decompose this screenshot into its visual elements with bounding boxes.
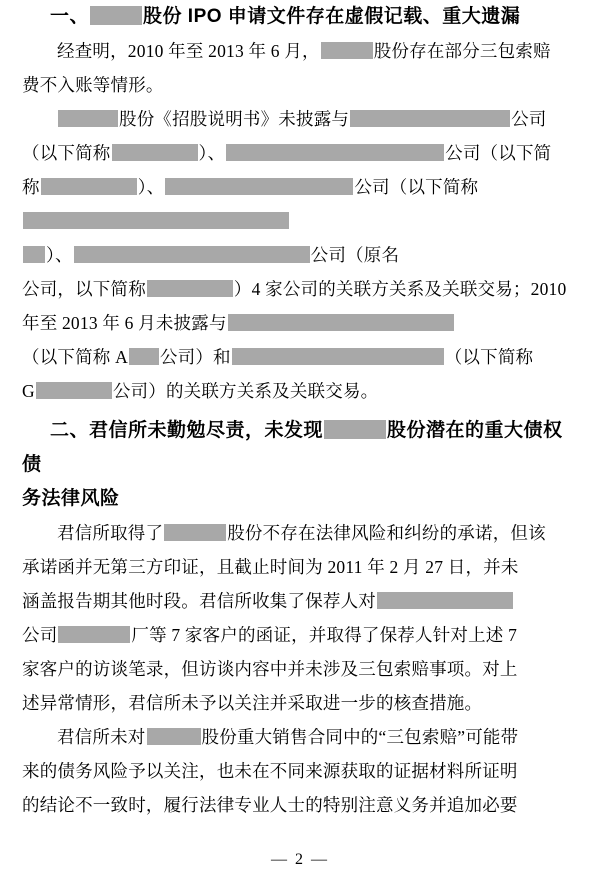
text-run: ）4 家公司的关联方关系及关联交易；2010 (233, 279, 567, 299)
text-run: 公司（以下简称 (354, 177, 479, 197)
redaction-block (58, 110, 118, 127)
section-2-heading-prefix: 二、 (50, 420, 90, 441)
paragraph-2-line-8 (22, 340, 578, 374)
paragraph-3-line-3 (22, 584, 578, 618)
redaction-block (112, 144, 198, 161)
redaction-block (58, 626, 130, 643)
text-run: 的结论不一致时，履行法律专业人士的特别注意义务并追加必要 (22, 795, 518, 815)
text-run: 股份不存在法律风险和纠纷的承诺，但该 (227, 523, 546, 543)
redaction-block (23, 246, 45, 263)
text-run: 厂等 7 家客户的函证，并取得了保荐人针对上述 7 (131, 625, 518, 645)
text-run: 公司）的关联方关系及关联交易。 (112, 381, 379, 401)
redaction-block (147, 280, 233, 297)
section-2-heading-text-2: 股份潜在的重大债权债 (22, 420, 563, 475)
text-run: 家客户的访谈笔录，但访谈内容中并未涉及三包索赔事项。对上 (22, 659, 518, 679)
text-run: G (22, 381, 35, 401)
paragraph-2-line-9 (22, 374, 578, 408)
redaction-block (147, 728, 201, 745)
section-2-heading-line-1 (22, 414, 578, 482)
redaction-block (377, 592, 513, 609)
redaction-block (74, 246, 310, 263)
text-run: 公司 (511, 109, 547, 129)
paragraph-3-line-4 (22, 618, 578, 652)
text-run: 股份《招股说明书》未披露与 (119, 109, 350, 129)
text-run: 称 (22, 177, 40, 197)
text-run: 公司，以下简称 (22, 279, 146, 299)
redaction-block (321, 42, 373, 59)
paragraph-4-line-2 (22, 754, 578, 788)
text-run: 涵盖报告期其他时段。君信所收集了保荐人对 (22, 591, 376, 611)
text-run: 来的债务风险予以关注，也未在不同来源获取的证据材料所证明 (22, 761, 518, 781)
text-run: 公司）和 (159, 347, 231, 367)
text-run: ）、 (137, 177, 165, 197)
paragraph-2-line-7 (22, 306, 578, 340)
text-run: 承诺函并无第三方印证，且截止时间为 2011 年 2 月 27 日，并未 (22, 557, 519, 577)
section-1-heading-rest: 股份 IPO 申请文件存在虚假记载、重大遗漏 (143, 6, 521, 27)
text-run: 股份重大销售合同中的“三包索赔”可能带 (201, 727, 519, 747)
paragraph-4-line-1 (22, 720, 578, 754)
redaction-block (36, 382, 112, 399)
text-run: 经查明，2010 年至 2013 年 6 月， (57, 41, 320, 61)
text-run: ）、 (46, 245, 73, 265)
text-run: 费不入账等情形。 (22, 75, 164, 95)
paragraph-4-line-3 (22, 788, 578, 822)
redaction-block (165, 178, 353, 195)
text-run: 君信所取得了 (57, 523, 164, 543)
text-run: 述异常情形，君信所未予以关注并采取进一步的核查措施。 (22, 693, 483, 713)
paragraph-3-line-6 (22, 686, 578, 720)
paragraph-2-line-3 (22, 170, 578, 204)
paragraph-2-line-1 (22, 102, 578, 136)
text-run: 公司 (22, 625, 58, 645)
paragraph-2-line-2 (22, 136, 578, 170)
text-run: 年至 2013 年 6 月未披露与 (22, 313, 227, 333)
section-1-heading-prefix: 一、 (50, 6, 90, 27)
paragraph-1-line-1 (22, 34, 578, 68)
paragraph-2-line-4 (22, 204, 578, 238)
paragraph-3-line-2 (22, 550, 578, 584)
section-1-heading (22, 0, 578, 34)
paragraph-1-line-2 (22, 68, 578, 102)
redaction-block (232, 348, 444, 365)
redaction-block (41, 178, 137, 195)
paragraph-2-line-6 (22, 272, 578, 306)
section-2-heading-line-2 (22, 482, 578, 516)
text-run: 公司（以下简 (445, 143, 552, 163)
page-number: — 2 — (271, 851, 329, 868)
text-run: （以下简称 (444, 347, 534, 367)
section-2-heading-text-3: 务法律风险 (22, 488, 120, 509)
text-run: （以下简称 A (22, 347, 128, 367)
redaction-block (90, 6, 142, 25)
paragraph-2-line-5 (22, 238, 578, 272)
text-run: ）、 (198, 143, 226, 163)
section-2-heading-text-1: 君信所未勤勉尽责，未发现 (89, 420, 324, 441)
text-run: 股份存在部分三包索赔 (373, 41, 551, 61)
paragraph-3-line-1 (22, 516, 578, 550)
text-run: （以下简称 (22, 143, 111, 163)
redaction-block (129, 348, 159, 365)
redaction-block (23, 212, 289, 229)
redaction-block (226, 144, 444, 161)
redaction-block (164, 524, 226, 541)
paragraph-3-line-5 (22, 652, 578, 686)
text-run: 公司（原名 (310, 245, 400, 265)
redaction-block (228, 314, 454, 331)
redaction-block (324, 420, 386, 439)
text-run: 君信所未对 (57, 727, 146, 747)
redaction-block (350, 110, 510, 127)
